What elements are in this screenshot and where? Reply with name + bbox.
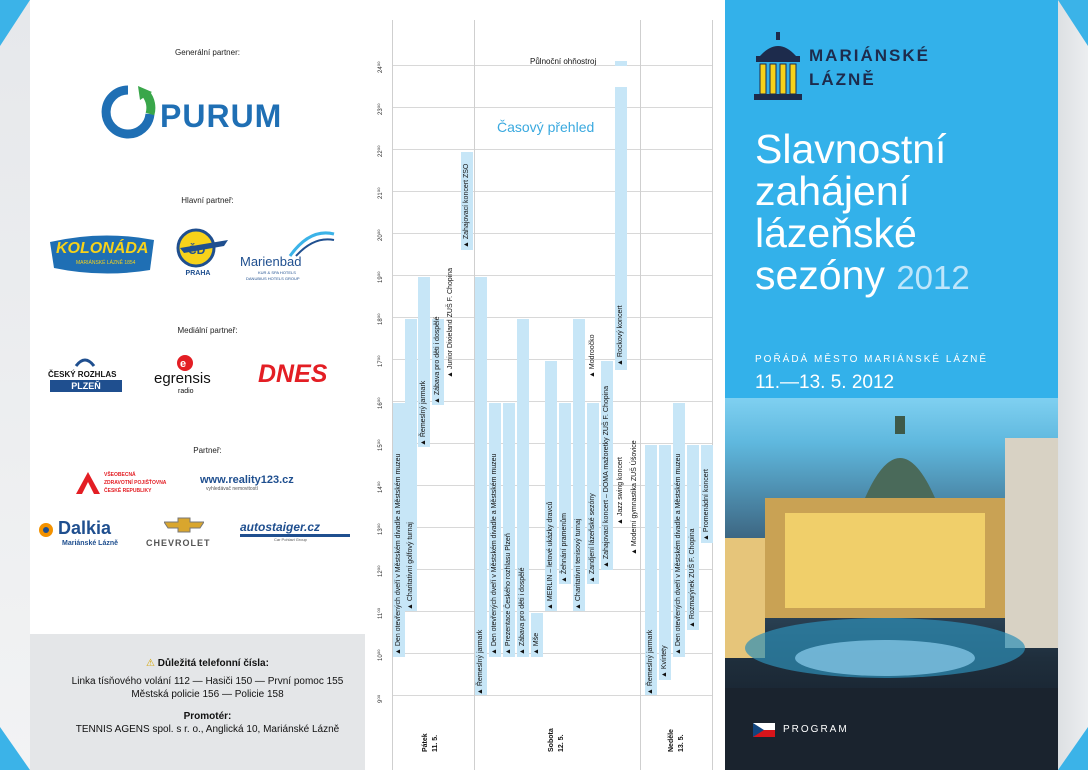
autostaiger-logo bbox=[240, 520, 350, 550]
event-label: ▲ Rozmarýnek ZUŠ F. Chopina bbox=[689, 528, 696, 628]
event-label: ▲ Zahajovací koncert – DOMA mažoretky ZUŠ F. Chopina bbox=[603, 386, 610, 568]
hour-gridline bbox=[393, 317, 713, 318]
title-line4 bbox=[755, 254, 970, 299]
fireworks-label: Půlnoční ohňostroj bbox=[530, 57, 597, 66]
event-label: ▲ Den otevřených dveří v Městském divadle a Městském muzeu bbox=[675, 453, 682, 655]
partner-label: Partneř: bbox=[193, 446, 222, 455]
day-separator bbox=[712, 20, 713, 770]
hour-tick-label: 15⁰⁰ bbox=[378, 439, 384, 451]
hour-tick bbox=[377, 229, 385, 248]
marienbad-name: Marienbad bbox=[240, 254, 302, 269]
event-label: ▲ Žehnání pramenům bbox=[561, 513, 568, 583]
hour-tick bbox=[377, 481, 385, 500]
rozhlas-name: ČESKÝ ROZHLAS bbox=[48, 370, 117, 379]
hour-tick bbox=[377, 187, 385, 206]
hour-tick bbox=[377, 397, 385, 416]
corner-mark bbox=[0, 0, 30, 46]
hour-tick-label: 16⁰⁰ bbox=[378, 397, 384, 409]
czech-flag-icon bbox=[753, 723, 775, 737]
event-label: ▲ Charitativní golfový turnaj bbox=[407, 522, 414, 610]
hour-tick-label: 22⁰⁰ bbox=[378, 145, 384, 157]
event-label: ▲ Junior Dixieland ZUŠ F. Chopina bbox=[447, 267, 454, 378]
event-label: ▲ Den otevřených dveří v Městském divadle a Městském muzeu bbox=[491, 453, 498, 655]
reality-name: www.reality123.cz bbox=[200, 474, 294, 486]
colonnade-illustration bbox=[725, 398, 1058, 770]
general-partner-label: Generální partner: bbox=[175, 48, 240, 57]
hour-tick-label: 11⁰⁰ bbox=[378, 607, 384, 619]
svg-text:ČD: ČD bbox=[188, 243, 206, 257]
day-date: 11. 5. bbox=[432, 734, 439, 752]
purum-logo bbox=[100, 84, 300, 142]
egrensis-radio: radio bbox=[178, 388, 194, 395]
media-partner-label: Mediální partneř: bbox=[177, 326, 238, 335]
corner-mark bbox=[1058, 727, 1088, 770]
hour-tick bbox=[377, 523, 385, 542]
hour-gridline bbox=[393, 149, 713, 150]
left-margin-strip bbox=[0, 0, 30, 770]
hour-tick-label: 20⁰⁰ bbox=[378, 229, 384, 241]
hour-tick bbox=[377, 565, 385, 584]
timeline-heading: Časový přehled bbox=[497, 119, 595, 135]
event-label: ▲ Zábava pro děti i dospělé bbox=[434, 316, 441, 404]
egrensis-logo bbox=[152, 354, 232, 398]
hour-tick-label: 24⁰⁰ bbox=[378, 61, 384, 73]
hour-tick-label: 13⁰⁰ bbox=[378, 523, 384, 535]
day-separator bbox=[640, 20, 641, 770]
hour-tick bbox=[377, 271, 385, 290]
hour-tick bbox=[377, 103, 385, 122]
hour-tick bbox=[377, 61, 385, 80]
event-label: ▲ Řemeslný jarmark bbox=[647, 629, 654, 695]
promoter-heading: Promotér: bbox=[183, 711, 232, 722]
fireworks-bar bbox=[615, 61, 627, 66]
corner-mark bbox=[0, 727, 30, 770]
colonnade-emblem-icon bbox=[750, 32, 806, 102]
hour-tick bbox=[377, 607, 385, 626]
program-label: PROGRAM bbox=[783, 724, 849, 735]
reality-sub: vyhledávač nemovitostí bbox=[206, 486, 258, 492]
vzp-line2: ZDRAVOTNÍ POJIŠŤOVNA bbox=[104, 480, 167, 486]
hour-gridline bbox=[393, 107, 713, 108]
event-label: ▲ Modroočko bbox=[589, 334, 596, 378]
hour-tick-label: 12⁰⁰ bbox=[378, 565, 384, 577]
title-line1: Slavnostní bbox=[755, 126, 947, 172]
right-margin-strip bbox=[1058, 0, 1088, 770]
event-label: ▲ Zandjení lázeňské sezóny bbox=[589, 493, 596, 583]
phones-heading bbox=[30, 658, 385, 669]
hour-tick-label: 14⁰⁰ bbox=[378, 481, 384, 493]
hour-tick-label: 23⁰⁰ bbox=[378, 103, 384, 115]
event-label: ▲ Kvírtety bbox=[661, 645, 668, 678]
phones-line2: Městská policie 156 — Policie 158 bbox=[131, 689, 284, 700]
corner-mark bbox=[1058, 0, 1088, 46]
hour-gridline bbox=[393, 191, 713, 192]
event-label: ▲ MERLIN – letové ukázky dravců bbox=[547, 501, 554, 610]
title-line3: lázeňské bbox=[755, 210, 917, 256]
promoter-text: TENNIS AGENS spol. s r. o., Anglická 10, Mariánské Lázně bbox=[75, 724, 340, 735]
title-line2: zahájení bbox=[755, 168, 911, 214]
event-label: ▲ Charitativní tenisový turnaj bbox=[575, 518, 582, 610]
event-label: ▲ Moderní gymnastika ZUŠ Úšovice bbox=[631, 440, 638, 555]
hour-tick-label: 9⁰⁰ bbox=[378, 694, 384, 703]
colonnade-photo bbox=[725, 398, 1058, 770]
event-label: ▲ Řemeslný jarmark bbox=[477, 629, 484, 695]
egrensis-name: egrensis bbox=[154, 370, 211, 387]
dalkia-sub: Mariánské Lázně bbox=[62, 540, 119, 547]
phones-heading-text: Důležitá telefonní čísla: bbox=[157, 658, 269, 669]
day-label: Neděle bbox=[668, 729, 675, 752]
csad-emblem-icon bbox=[172, 226, 232, 272]
dalkia-name: Dalkia bbox=[58, 518, 112, 538]
day-label: Sobota bbox=[548, 728, 555, 752]
town-brand bbox=[809, 44, 930, 92]
hour-gridline bbox=[393, 695, 713, 696]
event-label: ▲ Prezentace Českého rozhlasu Plzeň bbox=[505, 533, 512, 655]
contact-box bbox=[30, 634, 365, 770]
autostaiger-sub: Car Pohlavi Group bbox=[274, 537, 307, 542]
marienbad-logo bbox=[240, 228, 340, 284]
day-date: 13. 5. bbox=[678, 734, 685, 752]
hour-tick-label: 10⁰⁰ bbox=[378, 649, 384, 661]
hour-tick-label: 19⁰⁰ bbox=[378, 271, 384, 283]
rozhlas-plzen: PLZEŇ bbox=[50, 380, 122, 392]
hour-tick bbox=[377, 439, 385, 458]
praha-label: PRAHA bbox=[185, 270, 211, 277]
svg-text:e: e bbox=[180, 358, 187, 370]
event-dates: 11.—13. 5. 2012 bbox=[755, 372, 895, 393]
hour-tick bbox=[377, 649, 385, 668]
event-label: ▲ Zábava pro děti i dospělé bbox=[519, 567, 526, 655]
hour-tick bbox=[377, 145, 385, 164]
rozhlas-wave-icon bbox=[74, 354, 96, 368]
marienbad-sub2: DANUBIUS HOTELS GROUP bbox=[246, 276, 300, 281]
event-label: ▲ Řemeslný jarmark bbox=[420, 380, 427, 446]
brand-line2: LÁZNĚ bbox=[809, 70, 876, 89]
hour-gridline bbox=[393, 275, 713, 276]
event-label: ▲ Rockový koncert bbox=[617, 305, 624, 366]
marienbad-sub1: KUR & SPA HOTELS bbox=[258, 270, 296, 275]
phones-line1: Linka tísňového volání 112 — Hasiči 150 — První pomoc 155 bbox=[71, 676, 344, 687]
autostaiger-name: autostaiger.cz bbox=[240, 520, 350, 537]
chevrolet-logo bbox=[144, 516, 224, 552]
event-label: ▲ Den otevřených dveří v Městském divadle a Městském muzeu bbox=[395, 453, 402, 655]
kolonada-name: KOLONÁDA bbox=[56, 240, 149, 257]
chevrolet-bowtie-icon bbox=[164, 516, 204, 534]
hour-gridline bbox=[393, 233, 713, 234]
vzp-logo bbox=[74, 470, 194, 500]
praha-logo bbox=[172, 226, 232, 282]
day-label: Pátek bbox=[422, 733, 429, 752]
spa-town-emblem bbox=[750, 32, 806, 107]
hour-tick bbox=[377, 313, 385, 332]
day-separator bbox=[392, 20, 393, 770]
main-partner-label: Hlavní partneř: bbox=[181, 196, 234, 205]
vzp-line3: ČESKÉ REPUBLIKY bbox=[104, 488, 152, 494]
hour-tick-label: 18⁰⁰ bbox=[378, 313, 384, 325]
organizer: POŘÁDÁ MĚSTO MARIÁNSKÉ LÁZNĚ bbox=[755, 354, 989, 365]
event-label: ▲ Jazz swing koncert bbox=[617, 456, 624, 525]
hour-tick bbox=[377, 355, 385, 374]
purum-name: PURUM bbox=[160, 98, 283, 134]
dnes-logo: DNES bbox=[258, 360, 328, 388]
kolonada-sub: MARIÁNSKÉ LÁZNĚ 1854 bbox=[76, 260, 136, 266]
title-year: 2012 bbox=[896, 259, 970, 296]
chevrolet-name: CHEVROLET bbox=[146, 538, 211, 548]
vzp-line1: VŠEOBECNÁ bbox=[104, 472, 136, 478]
brand-line1: MARIÁNSKÉ bbox=[809, 46, 930, 65]
reality123-logo bbox=[200, 474, 310, 504]
event-label: ▲ Zahajovací koncert ZSO bbox=[463, 163, 470, 248]
warning-icon: ⚠ bbox=[146, 658, 156, 669]
dalkia-logo bbox=[36, 518, 136, 552]
cesky-rozhlas-logo bbox=[46, 354, 126, 394]
event-label: ▲ Mše bbox=[533, 632, 540, 655]
hour-tick bbox=[377, 694, 385, 710]
hour-tick-label: 21⁰⁰ bbox=[378, 187, 384, 199]
dalkia-star-icon bbox=[36, 520, 56, 540]
hour-tick-label: 17⁰⁰ bbox=[378, 355, 384, 367]
purum-swirl-icon bbox=[100, 84, 156, 142]
event-label: ▲ Promenádní koncert bbox=[703, 469, 710, 541]
kolonada-logo bbox=[46, 232, 158, 276]
event-title bbox=[755, 128, 970, 299]
cover-panel bbox=[725, 0, 1058, 770]
day-date: 12. 5. bbox=[558, 734, 565, 752]
vzp-mark-icon bbox=[74, 470, 102, 496]
title-word: sezóny bbox=[755, 252, 885, 298]
